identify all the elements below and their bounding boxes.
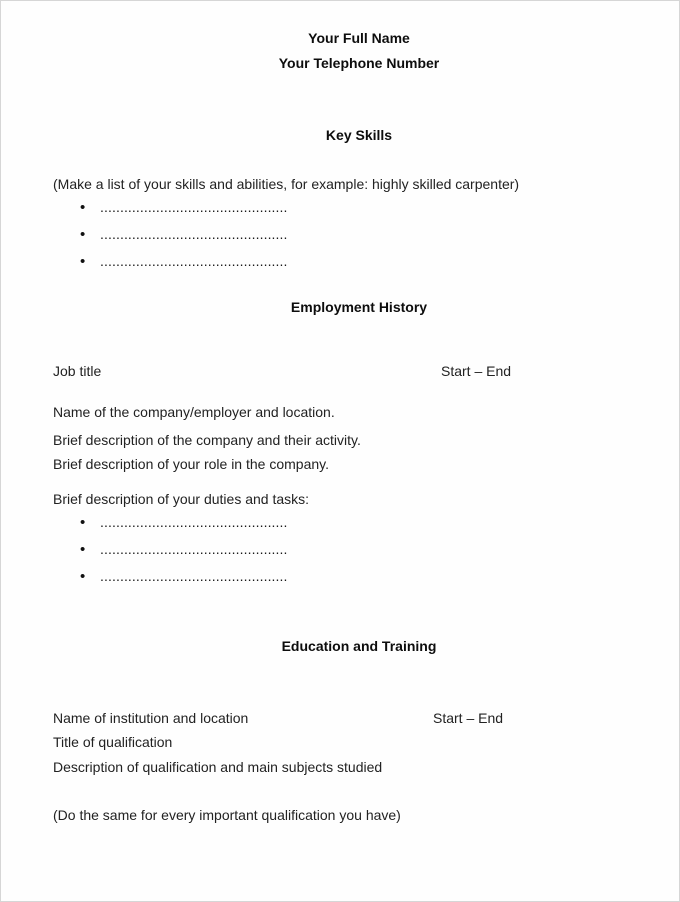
company-activity-line: Brief description of the company and their activity. [53,432,361,448]
job-title-row [53,362,665,381]
bullet-icon: • [80,541,86,558]
dotted-placeholder: ............................................... [100,514,288,530]
dotted-placeholder: ............................................... [100,568,288,584]
role-line: Brief description of your role in the company. [53,456,329,472]
key-skills-hint: (Make a list of your skills and abilities, for example: highly skilled carpenter) [53,176,520,192]
institution-row [53,709,665,728]
list-item [53,536,665,563]
institution-placeholder: Name of institution and location [53,710,249,726]
key-skills-list [53,194,665,275]
bullet-icon: • [80,514,86,531]
list-item [53,248,665,275]
job-title-placeholder: Job title [53,363,102,379]
employment-date-range: Start – End [441,363,512,379]
education-date-range: Start – End [433,710,504,726]
dotted-placeholder: ............................................... [100,253,288,269]
education-note: (Do the same for every important qualification you have) [53,807,401,823]
dotted-placeholder: ............................................... [100,226,288,242]
section-title-employment-history: Employment History [290,299,428,315]
list-item [53,563,665,590]
section-title-key-skills: Key Skills [325,127,393,143]
duties-list [53,509,665,590]
qualification-description-line: Description of qualification and main subjects studied [53,759,383,775]
list-item [53,509,665,536]
list-item [53,221,665,248]
section-title-education-training: Education and Training [281,638,437,654]
bullet-icon: • [80,199,86,216]
bullet-icon: • [80,253,86,270]
bullet-icon: • [80,568,86,585]
list-item [53,194,665,221]
full-name-placeholder: Your Full Name [308,30,410,46]
duties-label: Brief description of your duties and tasks: [53,491,310,507]
company-line: Name of the company/employer and location. [53,404,335,420]
dotted-placeholder: ............................................... [100,199,288,215]
qualification-title-line: Title of qualification [53,734,173,750]
telephone-placeholder: Your Telephone Number [278,55,440,71]
bullet-icon: • [80,226,86,243]
dotted-placeholder: ............................................... [100,541,288,557]
